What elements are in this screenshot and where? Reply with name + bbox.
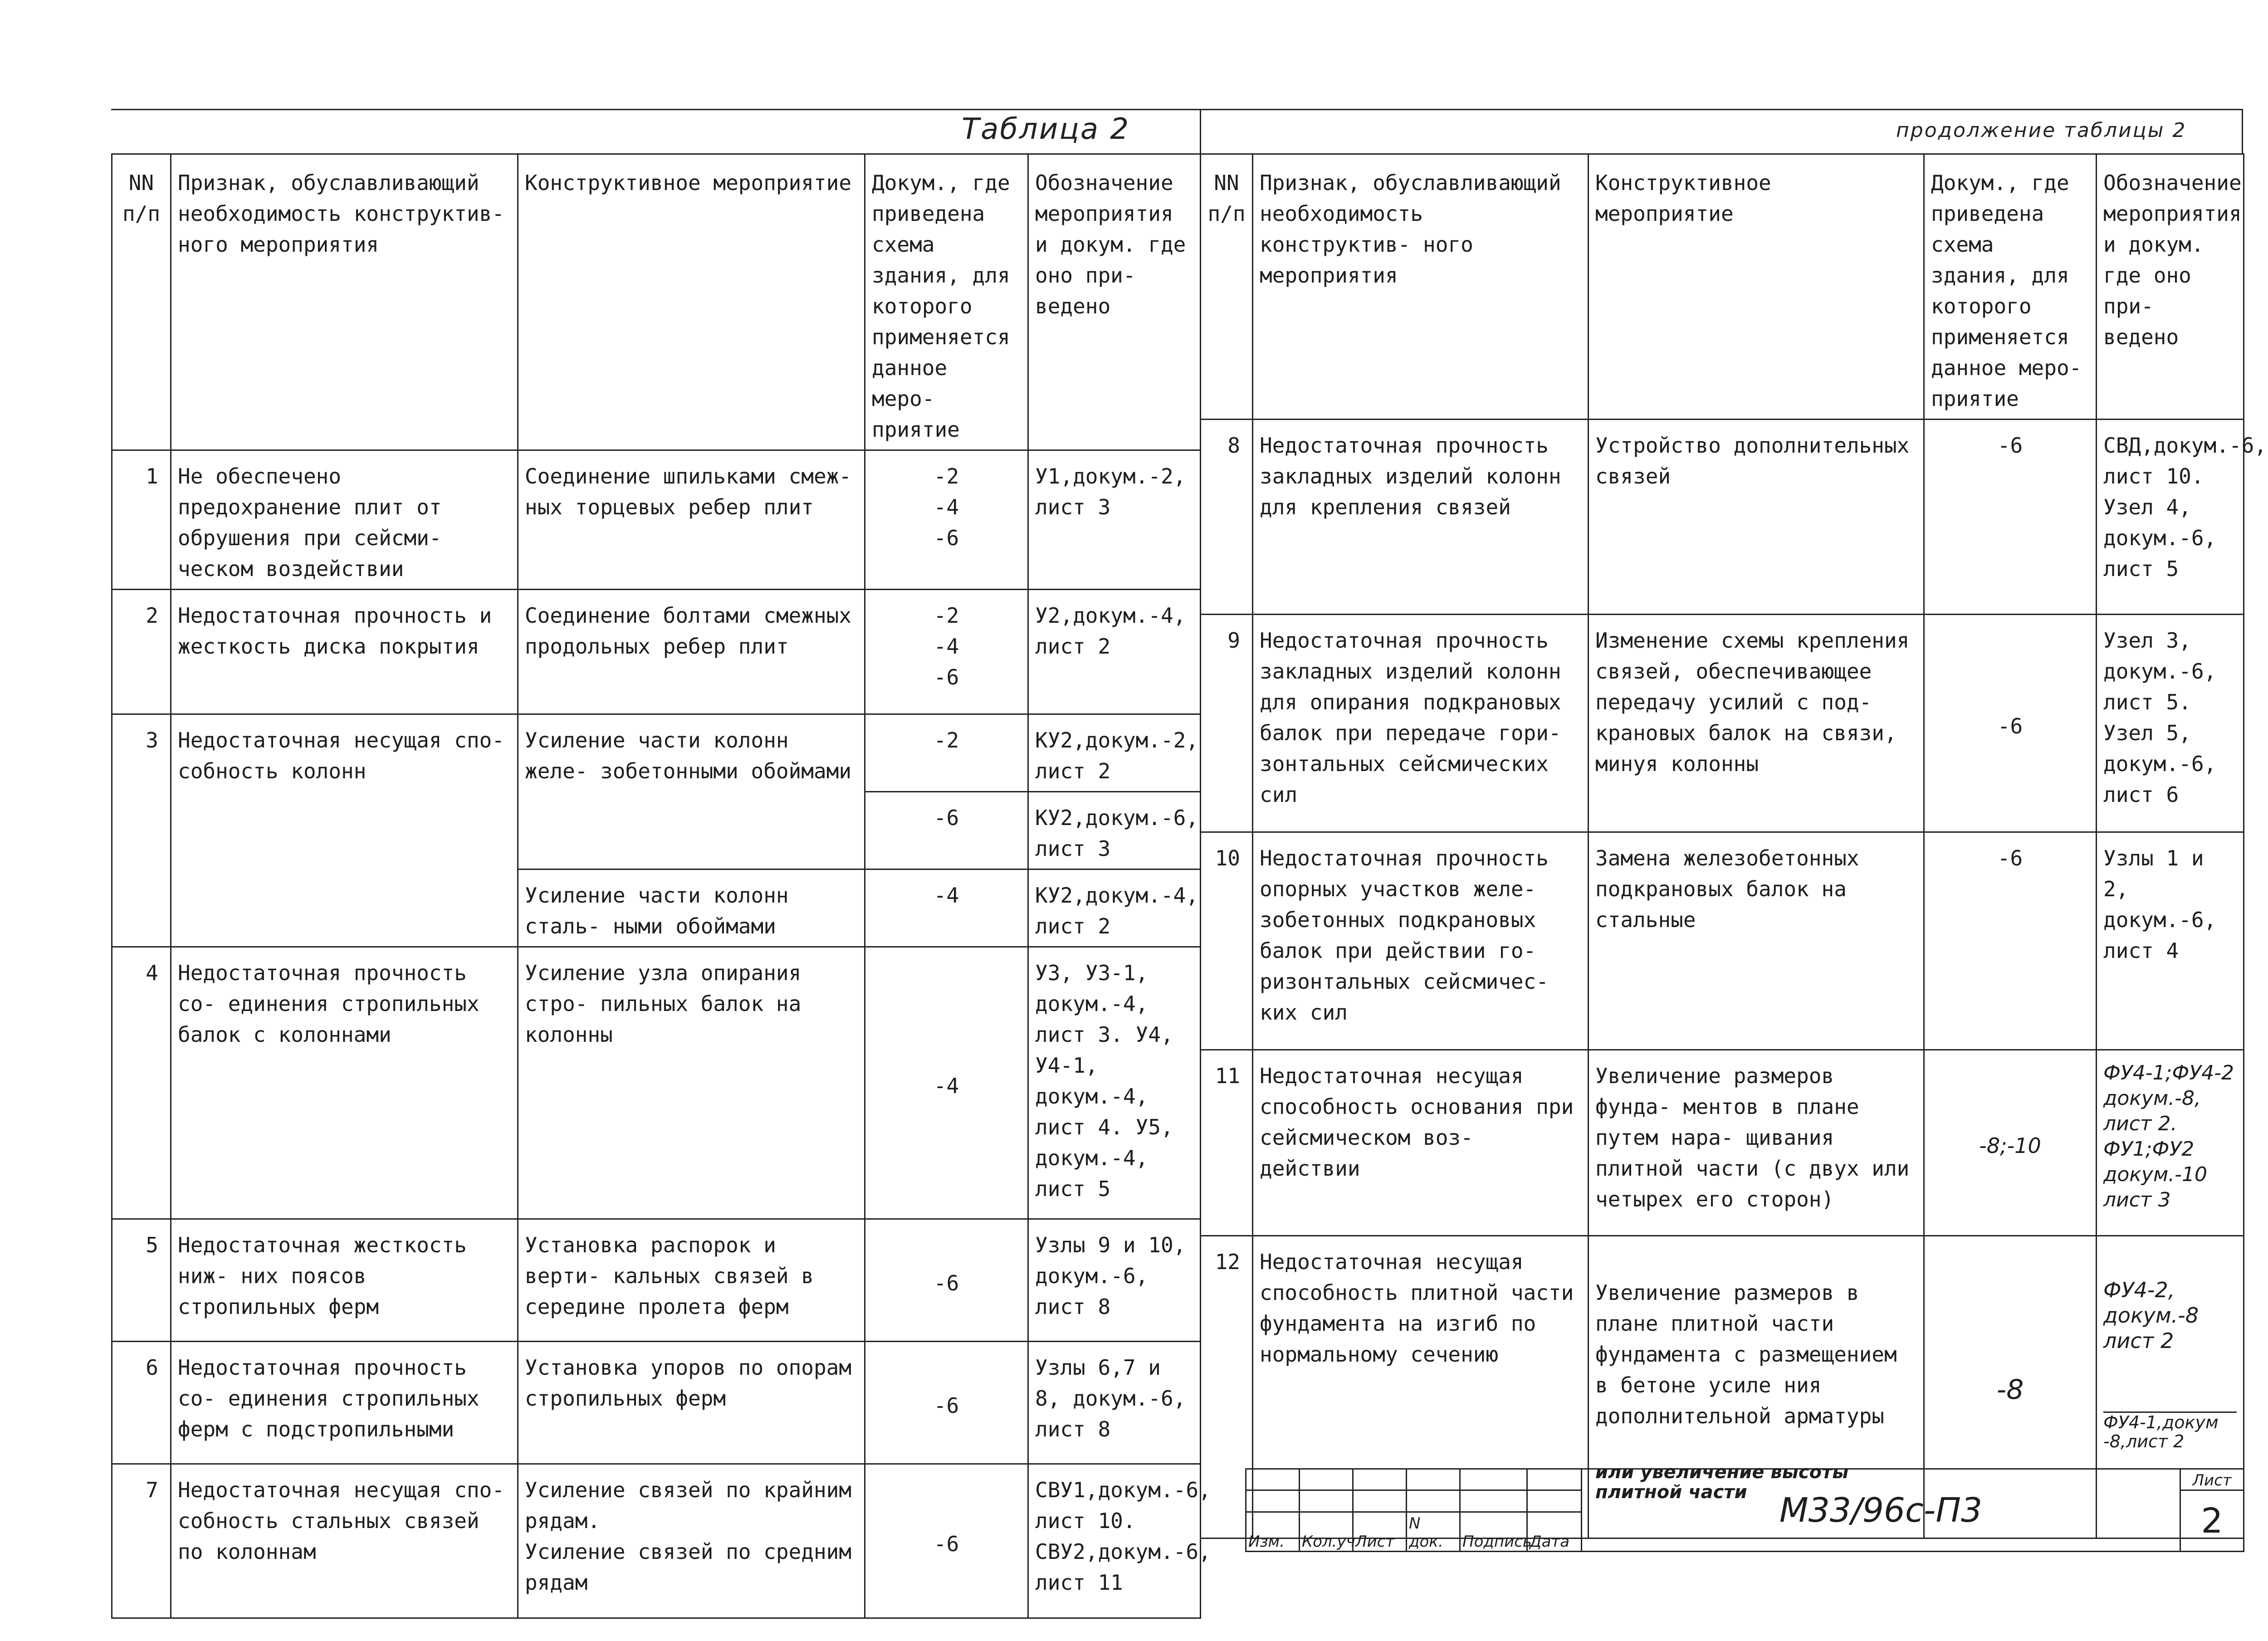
row-doc: -6 (1924, 615, 2097, 832)
row-doc: -2 -4 -6 (865, 450, 1028, 590)
table-row (1201, 420, 2244, 615)
sheet-number: 2 (2180, 1490, 2244, 1552)
row-number: 7 (112, 1464, 171, 1618)
table-header-row (112, 154, 1201, 450)
row-ref: У3, У3-1, докум.-4, лист 3. У4, У4-1, докум.-4, лист 4. У5, докум.-4, лист 5 (1028, 947, 1201, 1219)
left-table (111, 153, 1211, 1619)
table-row (112, 714, 1201, 792)
row-ref: Узлы 1 и 2, докум.-6, лист 4 (2097, 832, 2244, 1050)
row-doc: -2 -4 -6 (865, 590, 1028, 714)
row-measure: Соединение шпильками смеж- ных торцевых ребер плит (518, 450, 865, 590)
table-row (1201, 1050, 2244, 1236)
row-ref-handwritten-extra: ФУ4-1,докум -8,лист 2 (2103, 1411, 2237, 1451)
stamp-label-ndok: N док. (1407, 1512, 1460, 1551)
row-sign: Недостаточная прочность и жесткость диска покрытия (171, 590, 518, 714)
row-measure-text: Увеличение размеров в плане плитной части фундамента с размещением в бетоне усиле ния дополнительной арматуры (1595, 1280, 1897, 1428)
col-header-sign: Признак, обуславливающий необходимость конструктив- ного мероприятия (1253, 154, 1589, 420)
col-header-doc: Докум., где приведена схема здания, для которого применяется данное меро- приятие (1924, 154, 2097, 420)
row-number: 6 (112, 1342, 171, 1464)
row-sign: Недостаточная прочность закладных изделий колонн для опирания подкрановых балок при передаче гори- зонтальных сейсмических сил (1253, 615, 1589, 832)
document-code: М33/96с-П3 (1582, 1469, 2180, 1552)
row-sign: Недостаточная прочность закладных изделий колонн для крепления связей (1253, 420, 1589, 615)
row-number: 8 (1201, 420, 1253, 615)
row-ref-handwritten: ФУ4-2, докум.-8 лист 2 (2103, 1278, 2199, 1353)
row-number: 5 (112, 1219, 171, 1342)
table-row (1201, 615, 2244, 832)
row-ref: Узлы 6,7 и 8, докум.-6, лист 8 (1028, 1342, 1201, 1464)
top-frame-line (111, 109, 2243, 110)
row-doc: -2 (865, 714, 1028, 792)
row-ref: У2,докум.-4, лист 2 (1028, 590, 1201, 714)
row-number: 4 (112, 947, 171, 1219)
col-header-sign: Признак, обуславливающий необходимость конструктив- ного мероприятия (171, 154, 518, 450)
row-ref: У1,докум.-2, лист 3 (1028, 450, 1201, 590)
table-row (1201, 832, 2244, 1050)
row-doc: -8 (1924, 1236, 2097, 1538)
row-sign: Не обеспечено предохранение плит от обрушения при сейсми- ческом воздействии (171, 450, 518, 590)
row-number: 9 (1201, 615, 1253, 832)
row-measure: Установка распорок и верти- кальных связей в середине пролета ферм (518, 1219, 865, 1342)
table-row (112, 1342, 1201, 1464)
row-number: 11 (1201, 1050, 1253, 1236)
row-ref: КУ2,докум.-2, лист 2 (1028, 714, 1201, 792)
row-ref: СВД,докум.-6, лист 10. Узел 4, докум.-6, лист 5 (2097, 420, 2244, 615)
table-row (112, 1219, 1201, 1342)
stamp-label-list: Лист (1353, 1512, 1407, 1551)
row-doc: -4 (865, 869, 1028, 947)
row-sign: Недостаточная прочность опорных участков желе- зобетонных подкрановых балок при действии го- ризонтальных сейсмичес- ких сил (1253, 832, 1589, 1050)
col-header-number: NN п/п (112, 154, 171, 450)
row-number: 3 (112, 714, 171, 947)
row-measure: Устройство дополнительных связей (1589, 420, 1924, 615)
row-measure: Усиление узла опирания стро- пильных балок на колонны (518, 947, 865, 1219)
row-doc: -6 (1924, 420, 2097, 615)
row-sign: Недостаточная несущая спо- собность колонн (171, 714, 518, 947)
row-doc: -6 (865, 792, 1028, 869)
row-ref: КУ2,докум.-4, лист 2 (1028, 869, 1201, 947)
col-header-measure: Конструктивное мероприятие (1589, 154, 1924, 420)
title-block (1245, 1468, 2243, 1552)
row-doc: -6 (865, 1219, 1028, 1342)
row-doc: -6 (1924, 832, 2097, 1050)
row-ref: Узел 3, докум.-6, лист 5. Узел 5, докум.-6, лист 6 (2097, 615, 2244, 832)
row-measure-handwritten: или увеличение высоты плитной части (1595, 1462, 1849, 1503)
row-measure: Увеличение размеров фунда- ментов в плане путем нара- щивания плитной части (с двух или четырех его сторон) (1589, 1050, 1924, 1236)
stamp-label-kol: Кол.уч (1300, 1512, 1353, 1551)
right-table-caption: продолжение таблицы 2 (1896, 119, 2187, 142)
row-measure: Соединение болтами смежных продольных ребер плит (518, 590, 865, 714)
left-table-caption: Таблица 2 (962, 112, 1130, 146)
row-measure: Усиление части колонн желе- зобетонными обоймами (518, 714, 865, 869)
table-row (112, 1464, 1201, 1618)
stamp-label-data: Дата (1527, 1512, 1582, 1551)
row-number: 12 (1201, 1236, 1253, 1538)
sheet-label: Лист (2180, 1469, 2244, 1490)
table-row (112, 590, 1201, 714)
row-sign: Недостаточная прочность со- единения стропильных балок с колоннами (171, 947, 518, 1219)
row-ref: СВУ1,докум.-6, лист 10. СВУ2,докум.-6, лист 11 (1028, 1464, 1201, 1618)
right-frame-edge (2242, 109, 2243, 154)
table-header-row (1201, 154, 2244, 420)
row-sign: Недостаточная прочность со- единения стропильных ферм с подстропильными (171, 1342, 518, 1464)
row-sign: Недостаточная несущая способность плитной части фундамента на изгиб по нормальному сечению (1253, 1236, 1589, 1538)
stamp-label-podpis: Подпись (1460, 1512, 1527, 1551)
row-measure: Установка упоров по опорам стропильных ферм (518, 1342, 865, 1464)
row-measure: Изменение схемы крепления связей, обеспечивающее передачу усилий с под- крановых балок на связи, минуя колонны (1589, 615, 1924, 832)
table-row (112, 450, 1201, 590)
col-header-doc: Докум., где приведена схема здания, для которого применяется данное меро- приятие (865, 154, 1028, 450)
row-number: 10 (1201, 832, 1253, 1050)
row-ref: КУ2,докум.-6, лист 3 (1028, 792, 1201, 869)
row-doc: -4 (865, 947, 1028, 1219)
col-header-measure: Конструктивное мероприятие (518, 154, 865, 450)
row-doc: -6 (865, 1464, 1028, 1618)
title-block-table (1245, 1468, 2244, 1552)
row-sign: Недостаточная несущая спо- собность стальных связей по колоннам (171, 1464, 518, 1618)
row-number: 2 (112, 590, 171, 714)
row-ref: ФУ4-1;ФУ4-2 докум.-8, лист 2. ФУ1;ФУ2 докум.-10 лист 3 (2097, 1050, 2244, 1236)
row-sign: Недостаточная жесткость ниж- них поясов стропильных ферм (171, 1219, 518, 1342)
row-sign: Недостаточная несущая способность основания при сейсмическом воз- действии (1253, 1050, 1589, 1236)
row-measure: Замена железобетонных подкрановых балок на стальные (1589, 832, 1924, 1050)
col-header-ref: Обозначение мероприятия и докум. где оно при- ведено (1028, 154, 1201, 450)
row-ref: Узлы 9 и 10, докум.-6, лист 8 (1028, 1219, 1201, 1342)
col-header-ref: Обозначение мероприятия и докум. где оно при- ведено (2097, 154, 2244, 420)
row-measure: Усиление части колонн сталь- ными обоймами (518, 869, 865, 947)
col-header-number: NN п/п (1201, 154, 1253, 420)
right-table (1200, 153, 2267, 1539)
row-measure: Усиление связей по крайним рядам. Усиление связей по средним рядам (518, 1464, 865, 1618)
table-row (112, 947, 1201, 1219)
top-frame-line-right (1200, 109, 1201, 154)
row-doc: -8;-10 (1924, 1050, 2097, 1236)
row-number: 1 (112, 450, 171, 590)
row-doc: -6 (865, 1342, 1028, 1464)
stamp-label-izm: Изм. (1246, 1512, 1300, 1551)
